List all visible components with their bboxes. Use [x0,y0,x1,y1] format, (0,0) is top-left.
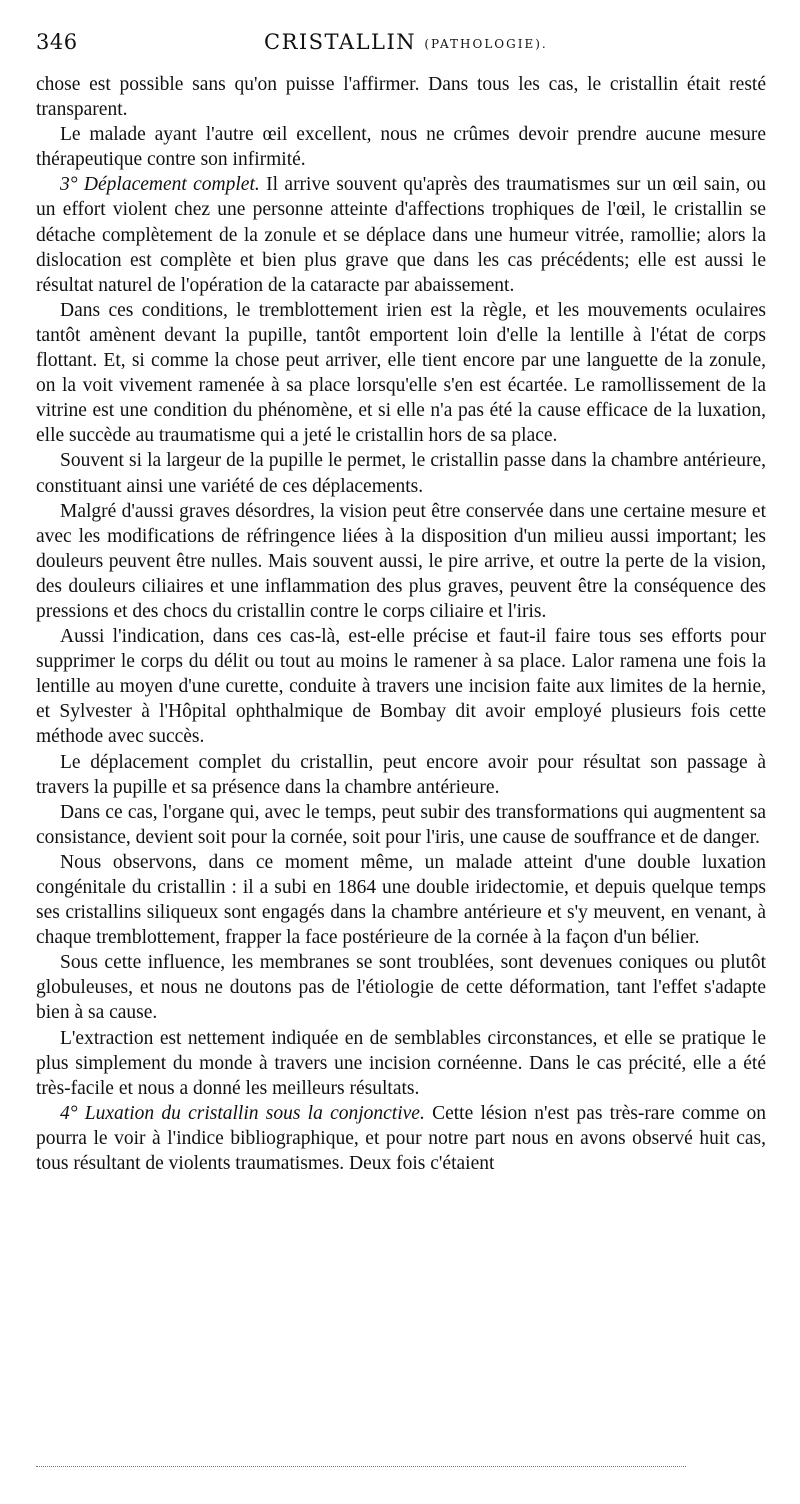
page-number: 346 [36,30,78,54]
running-title [264,30,548,54]
paragraph: Sous cette influence, les membranes se sont troublées, sont devenues coniques ou plutôt globuleuses, et nous ne doutons pas de l'étiologie de cette déformation, tant l'effet s'adapte bien à sa cause. [36,952,766,1024]
paragraph: Le malade ayant l'autre œil excellent, nous ne crûmes devoir prendre aucune mesure thérapeutique contre son infirmité. [36,124,766,171]
paragraph: Souvent si la largeur de la pupille le permet, le cristallin passe dans la chambre antérieure, constituant ainsi une variété de ces déplacements. [36,450,766,497]
footer-rule [36,1466,686,1467]
paragraph: chose est possible sans qu'on puisse l'affirmer. Dans tous les cas, le cristallin était resté transparent. [36,74,766,121]
section-heading: 4° Luxation du cristallin sous la conjonctive. [60,1102,425,1124]
paragraph: Le déplacement complet du cristallin, peut encore avoir pour résultat son passage à travers la pupille et sa présence dans la chambre antérieure. [36,751,766,798]
paragraph: Dans ce cas, l'organe qui, avec le temps, peut subir des transformations qui augmentent sa consistance, devient soit pour la cornée, soit pour l'iris, une cause de souffrance et de danger. [36,801,766,848]
running-title-subtitle: (PATHOLOGIE). [424,37,548,51]
paragraph: Nous observons, dans ce moment même, un malade atteint d'une double luxation congénitale du cristallin : il a subi en 1864 une double iridectomie, et depuis quelque temps ses cristallins siliqueux sont engagés dans la chambre antérieure et s'y meuvent, en venant, à chaque tremblottement, frapper la face postérieure de la cornée à la façon d'un bélier. [36,851,766,949]
running-header [36,30,766,60]
body-text [36,72,766,1176]
paragraph: L'extraction est nettement indiquée en de semblables circonstances, et elle se pratique le plus simplement du monde à travers une incision cornéenne. Dans le cas précité, elle a été très-facile et nous a donné les meilleurs résultats. [36,1027,766,1099]
paragraph: Aussi l'indication, dans ces cas-là, est-elle précise et faut-il faire tous ses efforts pour supprimer le corps du délit ou tout au moins le ramener à sa place. Lalor ramena une fois la lentille au moyen d'une curette, conduite à travers une incision faite aux limites de la hernie, et Sylvester à l'Hôpital ophthalmique de Bombay dit avoir employé plusieurs fois cette méthode avec succès. [36,626,766,748]
paragraph: Dans ces conditions, le tremblottement irien est la règle, et les mouvements oculaires tantôt amènent devant la pupille, tantôt emportent loin d'elle la lentille à l'état de corps flottant. Et, si comme la chose peut arriver, elle tient encore par une languette de la zonule, on la voit vivement ramenée à sa place lorsqu'elle s'en est écartée. Le ramollissement de la vitrine est une condition du phénomène, et si elle n'a pas été la cause efficace de la luxation, elle succède au traumatisme qui a jeté le cristallin hors de sa place. [36,299,766,447]
section-heading: 3° Déplacement complet. [60,174,260,196]
paragraph-section-heading: 3° Déplacement complet. Il arrive souvent qu'après des traumatismes sur un œil sain, ou un effort violent chez une personne atteinte d'affections trophiques de l'œil, le cristallin se détache complètement de la zonule et se déplace dans une humeur vitrée, ramollie; alors la dislocation est complète et bien plus grave que dans les cas précédents; elle est aussi le résultat naturel de l'opération de la cataracte par abaissement. [36,174,766,296]
paragraph-section-heading: 4° Luxation du cristallin sous la conjonctive. Cette lésion n'est pas très-rare comme on pourra le voir à l'indice bibliographique, et pour notre part nous en avons observé huit cas, tous résultant de violents traumatismes. Deux fois c'étaient [36,1102,766,1175]
running-title-main: CRISTALLIN [264,30,417,54]
paragraph: Malgré d'aussi graves désordres, la vision peut être conservée dans une certaine mesure et avec les modifications de réfringence liées à la disposition d'un milieu aussi important; les douleurs peuvent être nulles. Mais souvent aussi, le pire arrive, et outre la perte de la vision, des douleurs ciliaires et une inflammation des plus graves, peuvent être la conséquence des pressions et des chocs du cristallin contre le corps ciliaire et l'iris. [36,500,766,622]
